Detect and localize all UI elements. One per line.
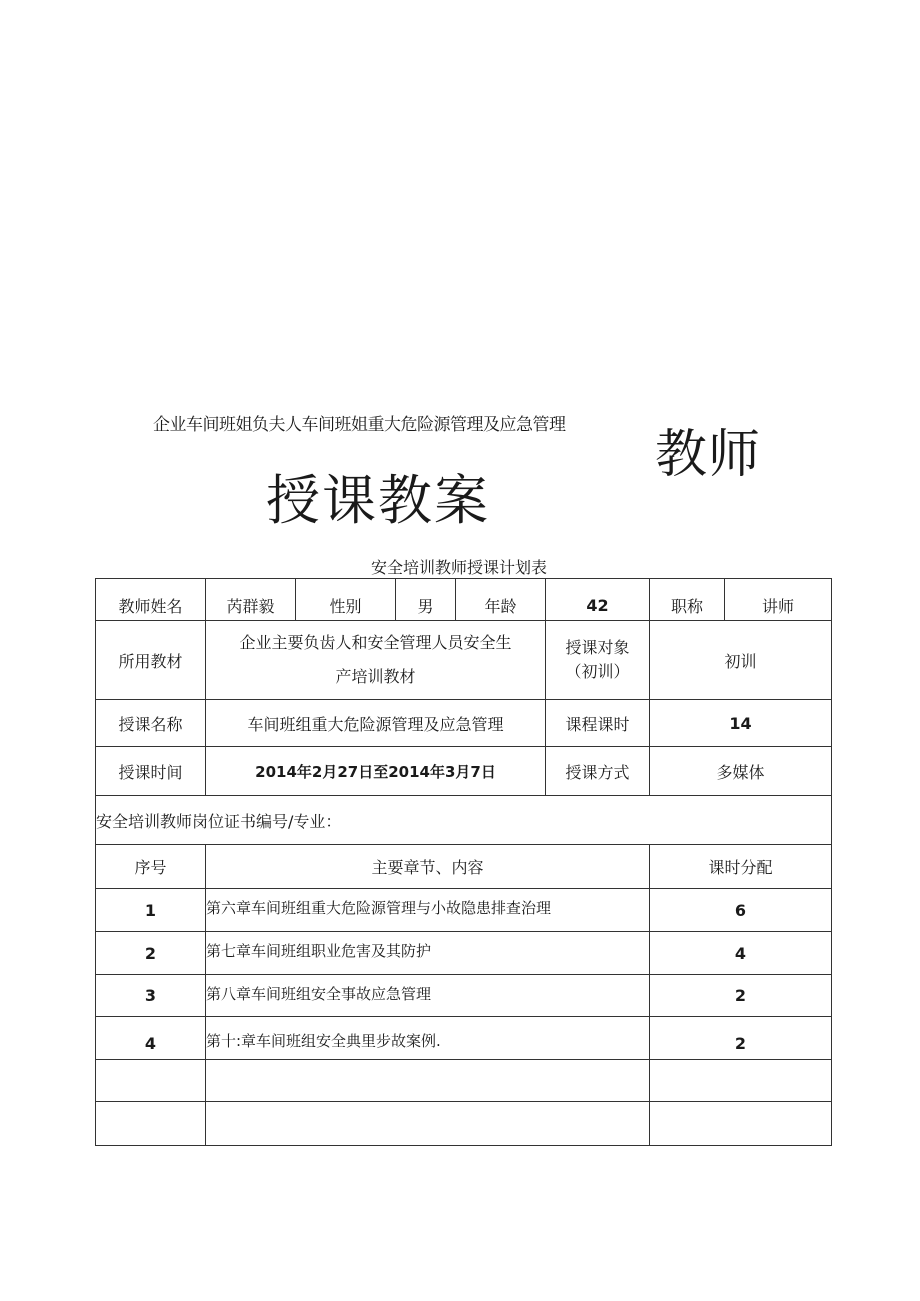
- empty-hours-cell: [650, 1102, 832, 1146]
- audience-label: 授课对象（初训）: [546, 621, 650, 700]
- teaching-method-label: 授课方式: [546, 747, 650, 796]
- empty-seq-cell: [96, 1102, 206, 1146]
- teacher-heading: 教师: [655, 425, 762, 485]
- certificate-number-label: 安全培训教师岗位证书编号/专业：: [96, 796, 832, 845]
- gender-label: 性别: [296, 579, 396, 621]
- table-caption: 安全培训教师授课计划表: [371, 558, 548, 577]
- row-content: 第六章车间班组重大危险源管理与小故隐患排查治理: [206, 889, 650, 932]
- empty-seq-cell: [96, 1060, 206, 1102]
- row-seq: 1: [96, 889, 206, 932]
- gender-value: 男: [396, 579, 456, 621]
- empty-content-cell: [206, 1060, 650, 1102]
- lesson-plan-table: [95, 578, 832, 1146]
- job-title-value: 讲师: [725, 579, 832, 621]
- teacher-name-value: 芮群毅: [206, 579, 296, 621]
- textbook-line-1: 企业主要负齿人和安全管理人员安全生: [239, 633, 512, 652]
- empty-hours-cell: [650, 1060, 832, 1102]
- row-hours: 2: [650, 975, 832, 1017]
- course-name-label: 授课名称: [96, 700, 206, 747]
- row-content: 第七章车间班组职业危害及其防护: [206, 932, 650, 975]
- textbook-label: 所用教材: [96, 621, 206, 700]
- column-header-seq: 序号: [96, 845, 206, 889]
- age-label: 年龄: [456, 579, 546, 621]
- row-hours: 4: [650, 932, 832, 975]
- row-hours: 2: [650, 1017, 832, 1060]
- document-subtitle: 企业车间班姐负夫人车间班姐重大危险源管理及应急管理: [153, 415, 566, 435]
- document-title: 授课教案: [266, 469, 490, 532]
- column-header-content: 主要章节、内容: [206, 845, 650, 889]
- row-content: 第十:章车间班组安全典里步故案例.: [206, 1017, 650, 1060]
- course-hours-value: 14: [650, 700, 832, 747]
- job-title-label: 职称: [650, 579, 725, 621]
- row-content: 第八章车间班组安全事故应急管理: [206, 975, 650, 1017]
- row-seq: 3: [96, 975, 206, 1017]
- empty-content-cell: [206, 1102, 650, 1146]
- teacher-name-label: 教师姓名: [96, 579, 206, 621]
- course-hours-label: 课程课时: [546, 700, 650, 747]
- column-header-hours: 课时分配: [650, 845, 832, 889]
- teaching-method-value: 多媒体: [650, 747, 832, 796]
- textbook-line-2: 产培训教材: [335, 667, 416, 686]
- textbook-value: [206, 621, 546, 700]
- row-seq: 4: [96, 1017, 206, 1060]
- course-name-value: 车间班组重大危险源管理及应急管理: [206, 700, 546, 747]
- teaching-time-value: 2014年2月27日至2014年3月7日: [206, 747, 546, 796]
- age-value: 42: [546, 579, 650, 621]
- row-hours: 6: [650, 889, 832, 932]
- row-seq: 2: [96, 932, 206, 975]
- teaching-time-label: 授课时间: [96, 747, 206, 796]
- audience-value: 初训: [650, 621, 832, 700]
